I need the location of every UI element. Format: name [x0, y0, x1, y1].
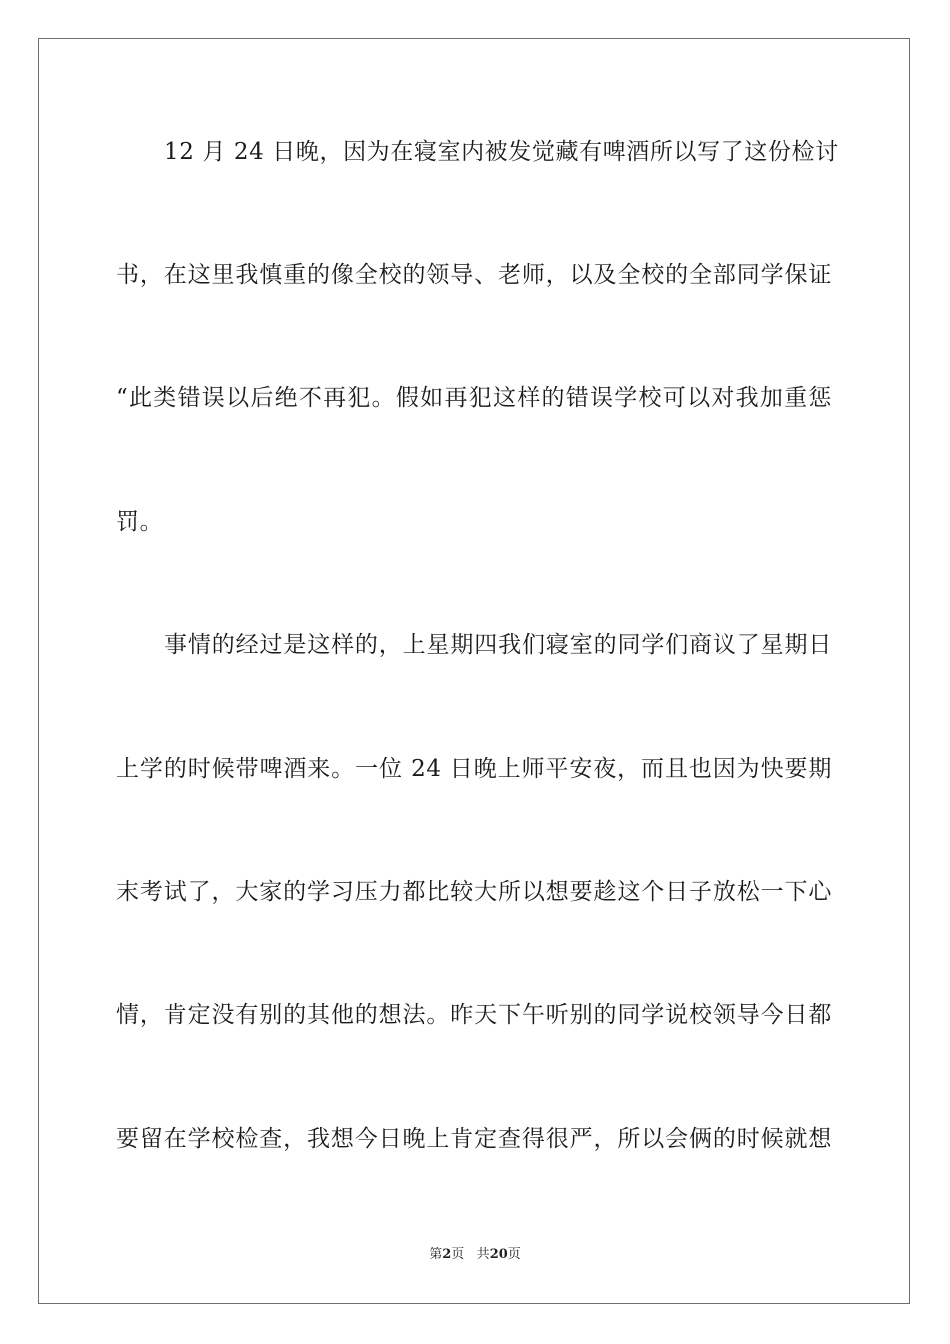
text-line-7: 末考试了，大家的学习压力都比较大所以想要趁这个日子放松一下心	[116, 879, 832, 905]
text-line-5: 事情的经过是这样的，上星期四我们寝室的同学们商议了星期日	[164, 632, 832, 658]
footer-total-pages: 20	[489, 1247, 508, 1262]
text-line-1: 12 月 24 日晚，因为在寝室内被发觉藏有啤酒所以写了这份检讨	[164, 139, 839, 165]
text-line-4: 罚。	[116, 509, 164, 535]
text-line-3: “此类错误以后绝不再犯。假如再犯这样的错误学校可以对我加重惩	[116, 385, 832, 411]
text-line-9: 要留在学校检查，我想今日晚上肯定查得很严，所以会俩的时候就想	[116, 1126, 832, 1152]
footer-page-prefix: 第	[429, 1247, 443, 1262]
footer-total-suffix: 页	[507, 1247, 521, 1262]
text-line-8: 情，肯定没有别的其他的想法。昨天下午听别的同学说校领导今日都	[116, 1002, 832, 1028]
footer-total-prefix: 共	[476, 1247, 490, 1262]
page-border	[38, 38, 910, 1304]
text-line-2: 书，在这里我慎重的像全校的领导、老师，以及全校的全部同学保证	[116, 262, 832, 288]
footer-page-number: 2	[442, 1247, 452, 1262]
page-footer	[0, 1246, 950, 1264]
text-line-6: 上学的时候带啤酒来。一位 24 日晚上师平安夜，而且也因为快要期	[116, 756, 832, 782]
footer-page-suffix: 页	[451, 1247, 465, 1262]
